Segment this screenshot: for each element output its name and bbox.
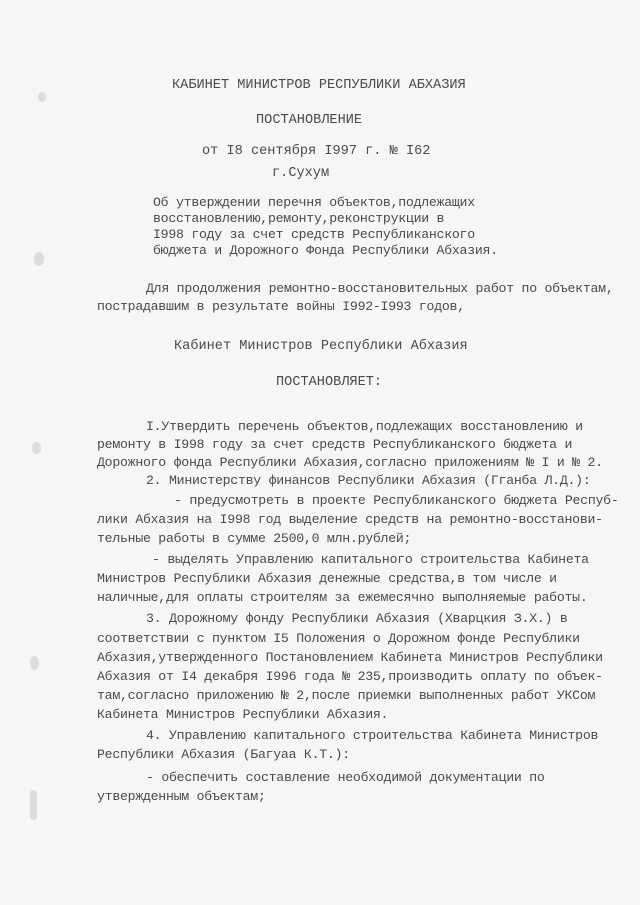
body-line: 4. Управлению капитального строительства Кабинета Министров [146,728,599,743]
body-line: Республики Абхазия (Багуаа К.Т.): [97,747,350,762]
body-line: наличные,для оплаты строителям за ежемесячно выполняемые работы. [97,590,588,605]
document-type: ПОСТАНОВЛЕНИЕ [256,113,363,128]
cabinet-title: КАБИНЕТ МИНИСТРОВ РЕСПУБЛИКИ АБХАЗИЯ [172,78,466,93]
body-line: утвержденным объектам; [97,789,266,804]
body-line: I.Утвердить перечень объектов,подлежащих восстановлению и [146,419,583,434]
scan-mark [30,656,39,670]
scan-mark [32,442,41,454]
scan-mark [34,252,44,266]
body-line: - обеспечить составление необходимой документации по [146,770,545,785]
preamble-line: пострадавшим в результате войны I992-I993 годов, [97,299,465,314]
body-line: лики Абхазия на I998 год выделение средств на ремонтно-восстанови- [97,512,603,527]
preamble-line: Для продолжения ремонтно-восстановительных работ по объектам, [146,281,614,296]
body-line: там,согласно приложению № 2,после приемки выполненных работ УКСом [97,688,596,703]
scan-mark [38,92,46,102]
body-line: Министров Республики Абхазия денежные средства,в том числе и [97,571,557,586]
subject-line: восстановлению,ремонту,реконструкции в [153,211,445,226]
date-number: от I8 сентября I997 г. № I62 [202,144,431,159]
subject-line: I998 году за счет средств Республиканского [153,227,475,242]
issuer: Кабинет Министров Республики Абхазия [174,339,468,354]
body-line: - выделять Управлению капитального строительства Кабинета [152,552,589,567]
body-line: соответствии с пунктом I5 Положения о Дорожном фонде Республики [97,631,580,646]
body-line: тельные работы в сумме 2500,0 млн.рублей; [97,531,412,546]
scan-mark [30,790,37,820]
body-line: Абхазия,утвержденного Постановлением Кабинета Министров Республики [97,650,603,665]
subject-line: бюджета и Дорожного Фонда Республики Абхазия. [153,243,498,258]
resolves-heading: ПОСТАНОВЛЯЕТ: [276,375,383,390]
subject-line: Об утверждении перечня объектов,подлежащих [153,195,475,210]
body-line: - предусмотреть в проекте Республиканского бюджета Респуб- [174,493,619,508]
body-line: 3. Дорожному фонду Республики Абхазия (Хварцкия З.Х.) в [146,611,568,626]
city: г.Сухум [272,166,330,181]
body-line: 2. Министерству финансов Республики Абхазия (Гганба Л.Д.): [146,473,591,488]
body-line: Кабинета Министров Республики Абхазия. [97,707,389,722]
body-line: Абхазия от I4 декабря I996 года № 235,производить оплату по объек- [97,669,603,684]
body-line: ремонту в I998 году за счет средств Республиканского бюджета и [97,437,573,452]
body-line: Дорожного фонда Республики Абхазия,согласно приложениям № I и № 2. [97,455,603,470]
